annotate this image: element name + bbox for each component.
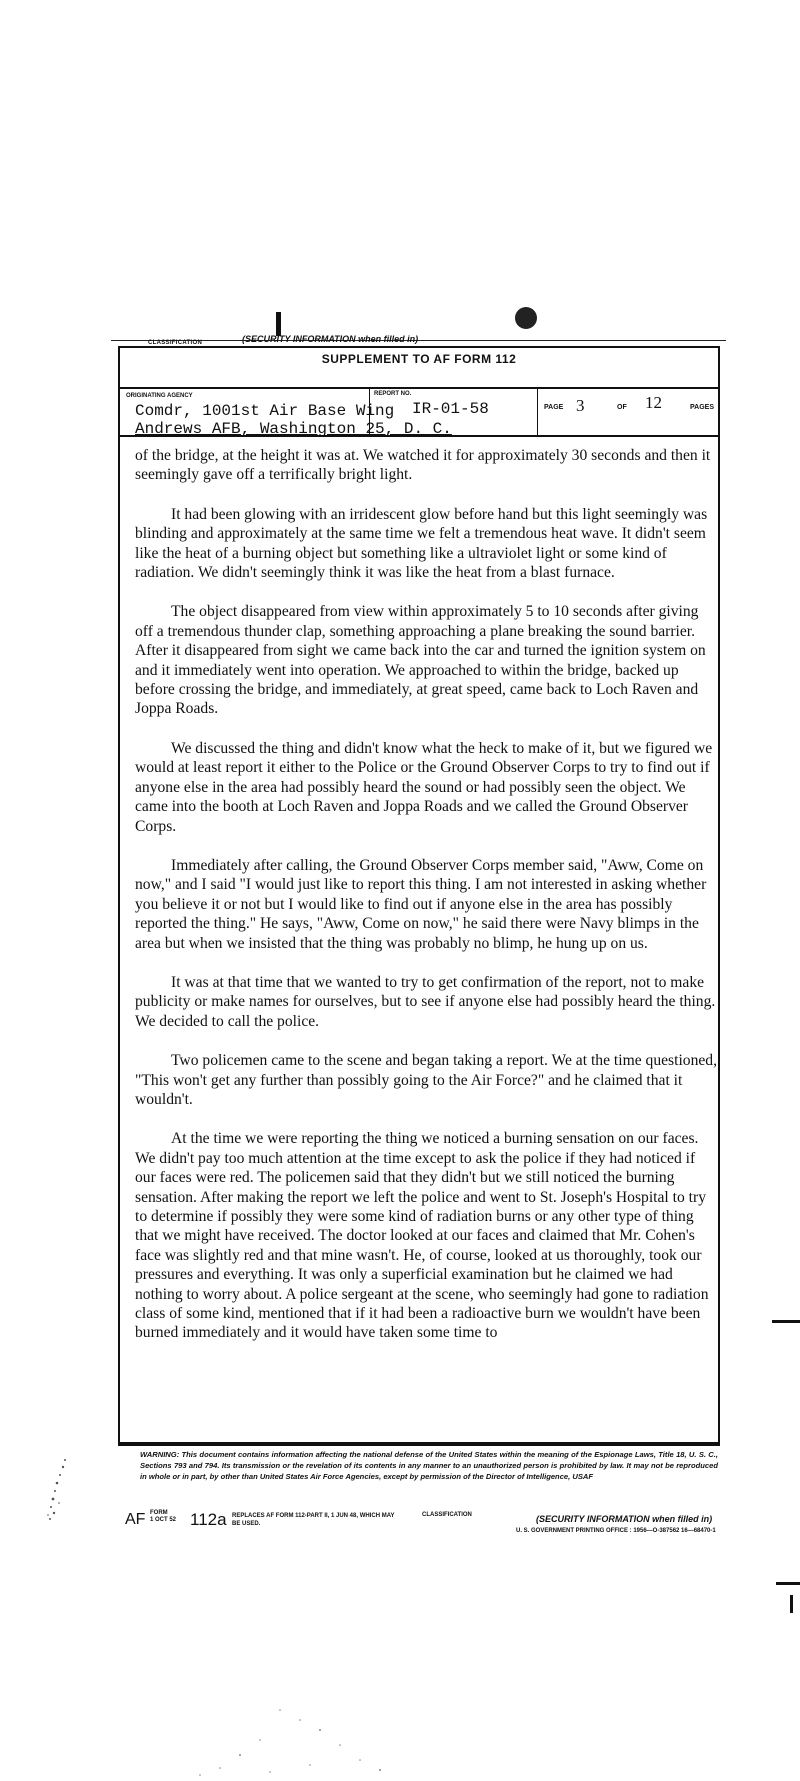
paragraph: The object disappeared from view within approximately 5 to 10 seconds after giving off a tremendous thunder clap, something approaching a plane breaking the sound barrier. After it disappeared from sight we came back into the car and turned the ignition system on and it immediately went into operation. We approached to within the bridge, backed up before crossing the bridge, and immediately, at great speed, came back to Loch Raven and Joppa Roads. (135, 603, 706, 718)
divider (537, 388, 538, 435)
form-number: 112a (190, 1510, 227, 1529)
form-date: 1 OCT 52 (150, 1517, 177, 1523)
paragraph: At the time we were reporting the thing we noticed a burning sensation on our faces. We didn't pay too much attention at the time except to ask the police if they had noticed if our faces were red. The policemen said that they didn't but we still noticed the burning sensation. After making the report we left the police and went to St. Joseph's Hospital to try to determine if possibly they were some kind of radiation burns or any other type of thing that we might have received. The doctor looked at our faces and claimed that Mr. Cohen's face was slightly red and that mine wasn't. He, of course, looked at us thoroughly, took our pressures and everything. It was only a superficial examination but he claimed we had nothing to worry about. A police sergeant at the scene, who seemingly had gone to radiation class of some kind, mentioned that if it had been a radioactive burn we wouldn't have been burned immediately and it would have taken some time to (135, 1130, 709, 1342)
report-number: IR-01-58 (412, 400, 489, 418)
scan-speckle (160, 1690, 480, 1780)
scan-speckle (45, 1455, 75, 1525)
originating-agency-line1: Comdr, 1001st Air Base Wing (135, 402, 395, 420)
security-info-bottom: (SECURITY INFORMATION when filled in) (536, 1514, 713, 1524)
report-no-label: REPORT NO. (374, 391, 412, 397)
originating-agency-line2: Andrews AFB, Washington 25, D. C. (135, 420, 452, 438)
page-number: 3 (576, 396, 585, 415)
replaces-note: REPLACES AF FORM 112-PART II, 1 JUN 48, WHICH MAY BE USED. (232, 1513, 395, 1527)
divider (118, 1444, 720, 1446)
security-info-top: (SECURITY INFORMATION when filled in) (242, 334, 419, 344)
printing-office-note: U. S. GOVERNMENT PRINTING OFFICE : 1956—O-387562 16—68470-1 (516, 1528, 716, 1534)
punch-hole (515, 307, 537, 329)
scan-mark (776, 1582, 800, 1585)
scan-mark (772, 1320, 800, 1323)
classification-label-bottom: CLASSIFICATION (422, 1512, 472, 1518)
paragraph: of the bridge, at the height it was at. We watched it for approximately 30 seconds and then it seemingly gave off a terrifically bright light. (135, 447, 711, 484)
divider (118, 387, 720, 389)
form-af: AF (125, 1511, 146, 1528)
paragraph: It was at that time that we wanted to try to get confirmation of the report, not to make publicity or make names for ourselves, but to see if anyone else had possibly heard the thing. We decided to call the police. (135, 973, 716, 1030)
form-title: SUPPLEMENT TO AF FORM 112 (321, 352, 517, 366)
paragraph: It had been glowing with an irridescent glow before hand but this light seemingly was blinding and approximately at the same time we felt a tremendous heat wave. It didn't seem like the heat of a burning object but something like a ultraviolet light or some kind of radiation. We didn't seemingly think it was like the heat from a blast furnace. (135, 505, 708, 582)
originating-agency-label: ORIGINATING AGENCY (126, 393, 193, 399)
classification-label: CLASSIFICATION (148, 340, 203, 346)
total-pages: 12 (645, 393, 662, 412)
classification-rule (111, 340, 726, 341)
page-label: PAGE (544, 404, 564, 411)
paragraph: Two policemen came to the scene and began taking a report. We at the time questioned, "This won't get any further than possibly going to the Air Force?" and he claimed that it wouldn't. (135, 1052, 717, 1108)
scan-mark (790, 1595, 793, 1613)
of-label: OF (617, 404, 627, 411)
report-body (135, 446, 717, 1363)
pages-label: PAGES (690, 404, 714, 411)
form-label: FORM (150, 1510, 168, 1516)
form-date-stack (150, 1510, 176, 1524)
paragraph: We discussed the thing and didn't know what the heck to make of it, but we figured we would at least report it either to the Police or the Ground Observer Corps to try to find out if anyone else in the area had possibly heard the sound or had possibly seen the object. We came into the booth at Loch Raven and Joppa Roads and we called the Ground Observer Corps. (135, 739, 713, 835)
espionage-warning: WARNING: This document contains information affecting the national defense of the United States within the meaning of the Espionage Laws, Title 18, U. S. C., Sections 793 and 794. Its transmission or the revelation of its contents in any manner to an unauthorized person is prohibited by law. It may not be reproduced in whole or in part, by other than United States Air Force Agencies, except by permission of the Director of Intelligence, USAF (140, 1450, 718, 1481)
scan-mark (276, 312, 281, 336)
paragraph: Immediately after calling, the Ground Observer Corps member said, "Aww, Come on now," and I said "I would just like to report this thing. I am not interested in asking whether you believe it or not but I would like to find out if anyone else in the area has possibly reported the thing." He says, "Aww, Come on now," he said there were Navy blimps in the area but when we insisted that the thing was probably no blimp, he hung up on us. (135, 856, 707, 952)
